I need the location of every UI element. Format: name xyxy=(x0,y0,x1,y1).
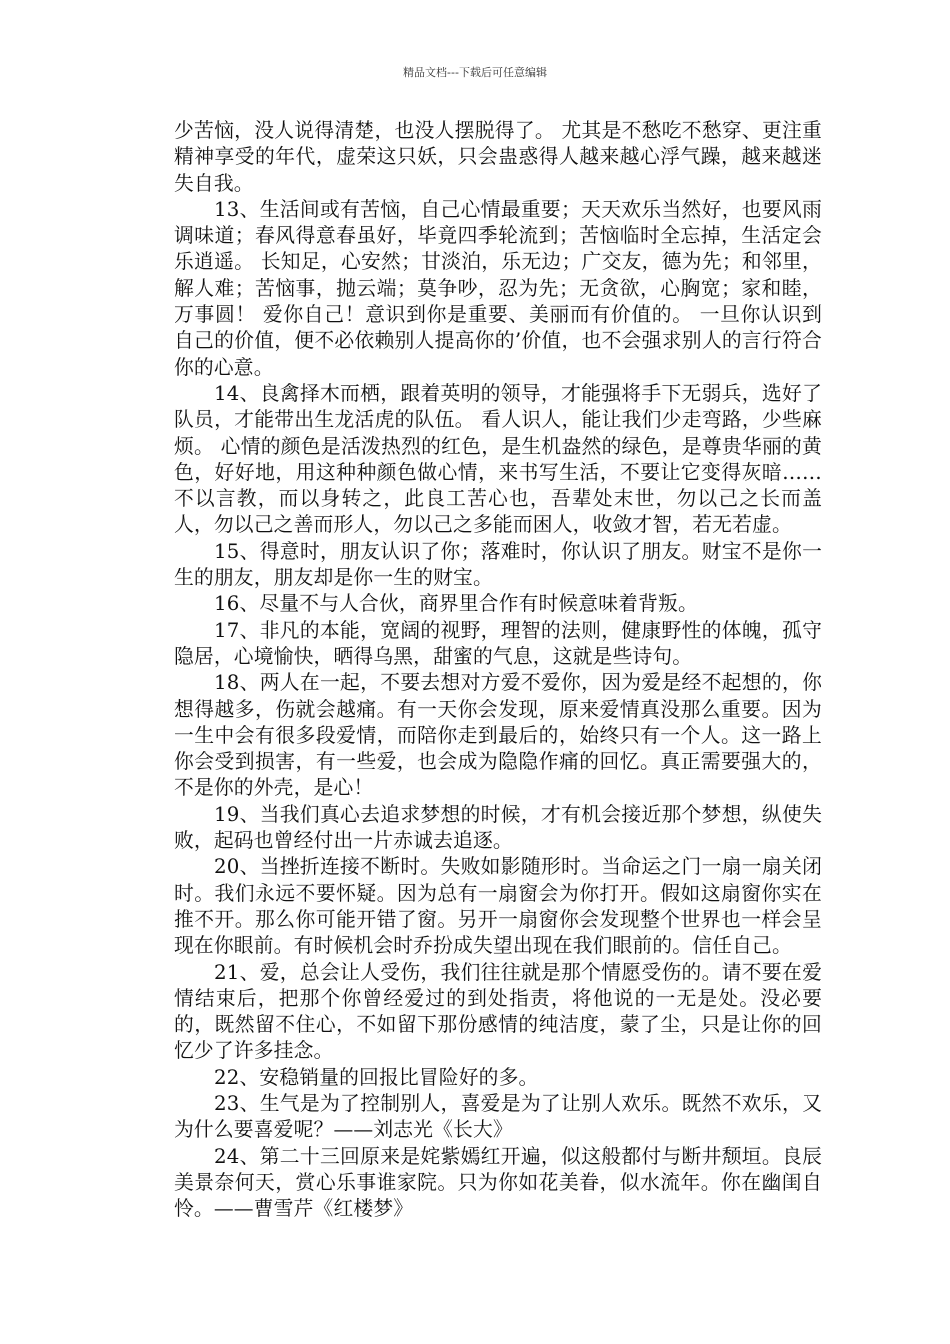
paragraph-14: 14、良禽择木而栖，跟着英明的领导，才能强将手下无弱兵，选好了队员，才能带出生龙活虎的队伍。 看人识人，能让我们少走弯路，少些麻烦。 心情的颜色是活泼热烈的红色，是生机盎然的绿色，是尊贵华丽的黄色，好好地，用这种种颜色做心情，来书写生活，不要让它变得灰暗…… 不以言教，而以身转之，此良工苦心也，吾辈处末世，勿以己之长而盖人，勿以己之善而形人，勿以己之多能而困人，收敛才智，若无若虚。 xyxy=(174,381,822,537)
paragraph-17: 17、非凡的本能，宽阔的视野，理智的法则，健康野性的体魄，孤守隐居，心境愉快，晒得乌黑，甜蜜的气息，这就是些诗句。 xyxy=(174,618,822,668)
paragraph-21: 21、爱，总会让人受伤，我们往往就是那个情愿受伤的。请不要在爱情结束后，把那个你曾经爱过的到处指责，将他说的一无是处。没必要的，既然留不住心，不如留下那份感情的纯洁度，蒙了尘，只是让你的回忆少了许多挂念。 xyxy=(174,960,822,1063)
paragraph-19: 19、当我们真心去追求梦想的时候，才有机会接近那个梦想，纵使失败，起码也曾经付出一片赤诚去追逐。 xyxy=(174,802,822,853)
document-body xyxy=(174,118,822,1222)
paragraph-20: 20、当挫折连接不断时。失败如影随形时。当命运之门一扇一扇关闭时。我们永远不要怀疑。因为总有一扇窗会为你打开。假如这扇窗你实在推不开。那么你可能开错了窗。另开一扇窗你会发现整个世界也一样会呈现在你眼前。有时候机会时乔扮成失望出现在我们眼前的。信任自己。 xyxy=(174,855,822,958)
paragraph-23: 23、生气是为了控制别人，喜爱是为了让别人欢乐。既然不欢乐，又为什么要喜爱呢？——刘志光《长大》 xyxy=(174,1091,822,1142)
paragraph-15: 15、得意时，朋友认识了你；落难时，你认识了朋友。财宝不是你一生的朋友，朋友却是你一生的财宝。 xyxy=(174,539,822,590)
paragraph-18: 18、两人在一起，不要去想对方爱不爱你，因为爱是经不起想的，你想得越多，伤就会越痛。有一天你会发现，原来爱情真没那么重要。因为一生中会有很多段爱情，而陪你走到最后的，始终只有一个人。这一路上你会受到损害，有一些爱，也会成为隐隐作痛的回忆。真正需要强大的，不是你的外壳，是心！ xyxy=(174,671,822,800)
paragraph-continuation: 少苦恼，没人说得清楚，也没人摆脱得了。 尤其是不愁吃不愁穿、更注重精神享受的年代，虚荣这只妖，只会蛊惑得人越来越心浮气躁，越来越迷失自我。 xyxy=(174,119,822,195)
paragraph-22: 22、安稳销量的回报比冒险好的多。 xyxy=(214,1065,539,1089)
paragraph-16: 16、尽量不与人合伙，商界里合作有时候意味着背叛。 xyxy=(214,592,698,616)
paragraph-13: 13、生活间或有苦恼，自己心情最重要；天天欢乐当然好，也要风雨调味道；春风得意春虽好，毕竟四季轮流到；苦恼临时全忘掉，生活定会乐逍遥。 长知足，心安然；甘淡泊，乐无边；广交友，德为先；和邻里，解人难；苦恼事，抛云端；莫争吵，忍为先；无贪欲，心胸宽；家和睦，万事圆！ 爱你自己！意识到你是重要、美丽而有价值的。 一旦你认识到自己的价值，便不必依赖别人提高你的’价值，也不会强求别人的言行符合你的心意。 xyxy=(174,197,822,379)
page-header: 精品文档---下载后可任意编辑 xyxy=(403,66,547,79)
paragraph-24: 24、第二十三回原来是姹紫嫣红开遍，似这般都付与断井颓垣。良辰美景奈何天，赏心乐事谁家院。只为你如花美眷，似水流年。你在幽闺自怜。——曹雪芹《红楼梦》 xyxy=(174,1144,822,1221)
